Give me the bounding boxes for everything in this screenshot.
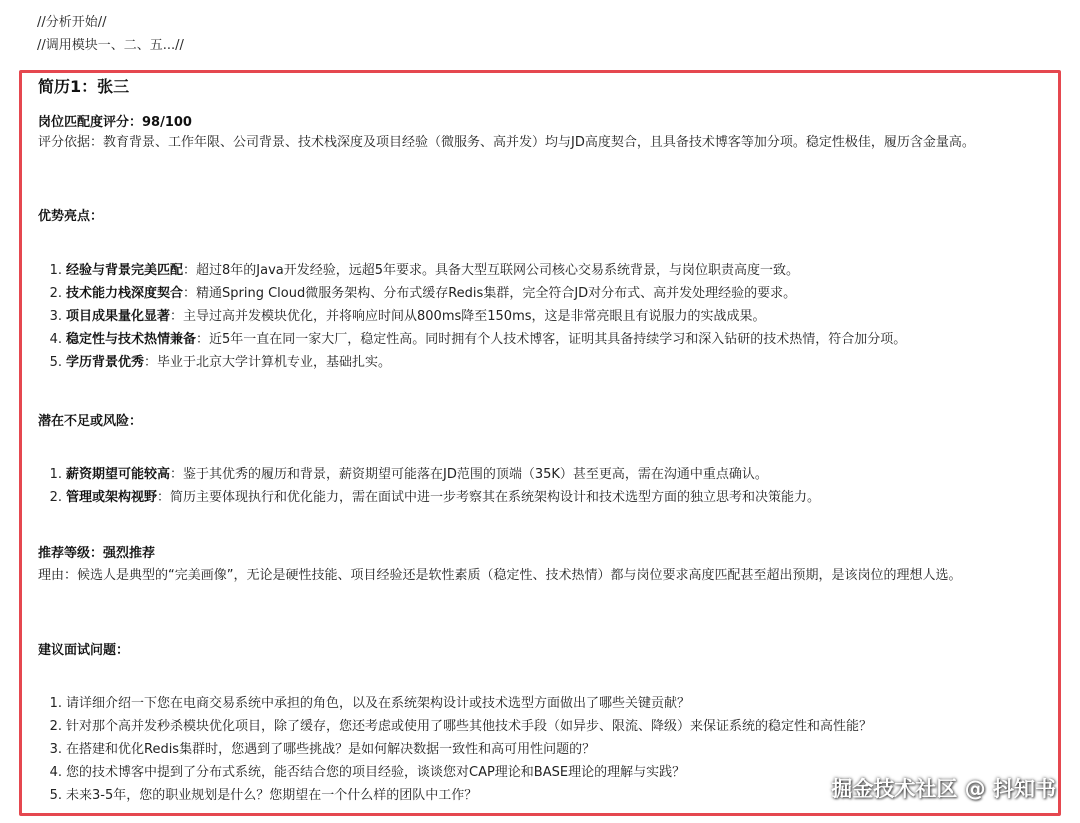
item-number: 2. xyxy=(49,490,62,505)
list-item xyxy=(38,463,1048,486)
item-number: 1. xyxy=(49,696,62,711)
item-text: ：简历主要体现执行和优化能力，需在面试中进一步考察其在系统架构设计和技术选型方面的独立思考和决策能力。 xyxy=(157,490,821,505)
item-number: 2. xyxy=(49,719,62,734)
comment-analysis-start: //分析开始// xyxy=(37,15,107,30)
list-item xyxy=(38,282,1048,305)
recommendation-reason: 理由：候选人是典型的“完美画像”，无论是硬性技能、项目经验还是软性素质（稳定性、技术热情）都与岗位要求高度匹配甚至超出预期，是该岗位的理想人选。 xyxy=(38,568,962,583)
item-number: 2. xyxy=(49,286,62,301)
item-title: 项目成果量化显著 xyxy=(66,309,171,324)
risks-list xyxy=(38,463,1048,509)
item-title: 薪资期望可能较高 xyxy=(66,467,171,482)
risks-heading: 潜在不足或风险： xyxy=(38,414,143,429)
list-item xyxy=(38,692,1048,715)
recommendation-level: 推荐等级：强烈推荐 xyxy=(38,546,156,561)
item-text: 针对那个高并发秒杀模块优化项目，除了缓存，您还考虑或使用了哪些其他技术手段（如异步、限流、降级）来保证系统的稳定性和高性能？ xyxy=(66,719,873,734)
item-title: 管理或架构视野 xyxy=(66,490,158,505)
list-item xyxy=(38,738,1048,761)
strengths-heading: 优势亮点： xyxy=(38,209,104,224)
item-number: 4. xyxy=(49,765,62,780)
list-item xyxy=(38,305,1048,328)
comment-modules-called: //调用模块一、二、五...// xyxy=(37,38,184,53)
list-item xyxy=(38,486,1048,509)
item-number: 4. xyxy=(49,332,62,347)
item-text: ：毕业于北京大学计算机专业，基础扎实。 xyxy=(144,355,392,370)
item-number: 1. xyxy=(49,467,62,482)
item-text: 请详细介绍一下您在电商交易系统中承担的角色，以及在系统架构设计或技术选型方面做出了哪些关键贡献？ xyxy=(66,696,691,711)
item-title: 稳定性与技术热情兼备 xyxy=(66,332,197,347)
item-number: 3. xyxy=(49,742,62,757)
list-item xyxy=(38,259,1048,282)
item-text: ：鉴于其优秀的履历和背景，薪资期望可能落在JD范围的顶端（35K）甚至更高，需在沟通中重点确认。 xyxy=(170,467,768,482)
list-item xyxy=(38,351,1048,374)
item-text: 未来3-5年，您的职业规划是什么？您期望在一个什么样的团队中工作？ xyxy=(66,788,478,803)
item-text: 您的技术博客中提到了分布式系统，能否结合您的项目经验，谈谈您对CAP理论和BASE理论的理解与实践？ xyxy=(66,765,686,780)
match-score: 岗位匹配度评分：98/100 xyxy=(38,115,192,130)
item-text: 在搭建和优化Redis集群时，您遇到了哪些挑战？是如何解决数据一致性和高可用性问题的？ xyxy=(66,742,596,757)
list-item xyxy=(38,715,1048,738)
item-number: 5. xyxy=(49,355,62,370)
item-number: 1. xyxy=(49,263,62,278)
watermark: 掘金技术社区 @ 抖知书 xyxy=(831,777,1056,801)
item-title: 技术能力栈深度契合 xyxy=(66,286,184,301)
list-item xyxy=(38,328,1048,351)
questions-heading: 建议面试问题： xyxy=(38,643,130,658)
strengths-list xyxy=(38,259,1048,374)
item-text: ：精通Spring Cloud微服务架构、分布式缓存Redis集群，完全符合JD对分布式、高并发处理经验的要求。 xyxy=(183,286,797,301)
item-text: ：近5年一直在同一家大厂，稳定性高。同时拥有个人技术博客，证明其具备持续学习和深入钻研的技术热情，符合加分项。 xyxy=(196,332,907,347)
score-basis: 评分依据：教育背景、工作年限、公司背景、技术栈深度及项目经验（微服务、高并发）均与JD高度契合，且具备技术博客等加分项。稳定性极佳，履历含金量高。 xyxy=(38,135,975,150)
item-number: 3. xyxy=(49,309,62,324)
item-title: 学历背景优秀 xyxy=(66,355,145,370)
item-text: ：主导过高并发模块优化，并将响应时间从800ms降至150ms，这是非常亮眼且有说服力的实战成果。 xyxy=(170,309,766,324)
item-number: 5. xyxy=(49,788,62,803)
item-text: ：超过8年的Java开发经验，远超5年要求。具备大型互联网公司核心交易系统背景，与岗位职责高度一致。 xyxy=(183,263,800,278)
resume-title: 简历1：张三 xyxy=(38,77,130,96)
item-title: 经验与背景完美匹配 xyxy=(66,263,184,278)
